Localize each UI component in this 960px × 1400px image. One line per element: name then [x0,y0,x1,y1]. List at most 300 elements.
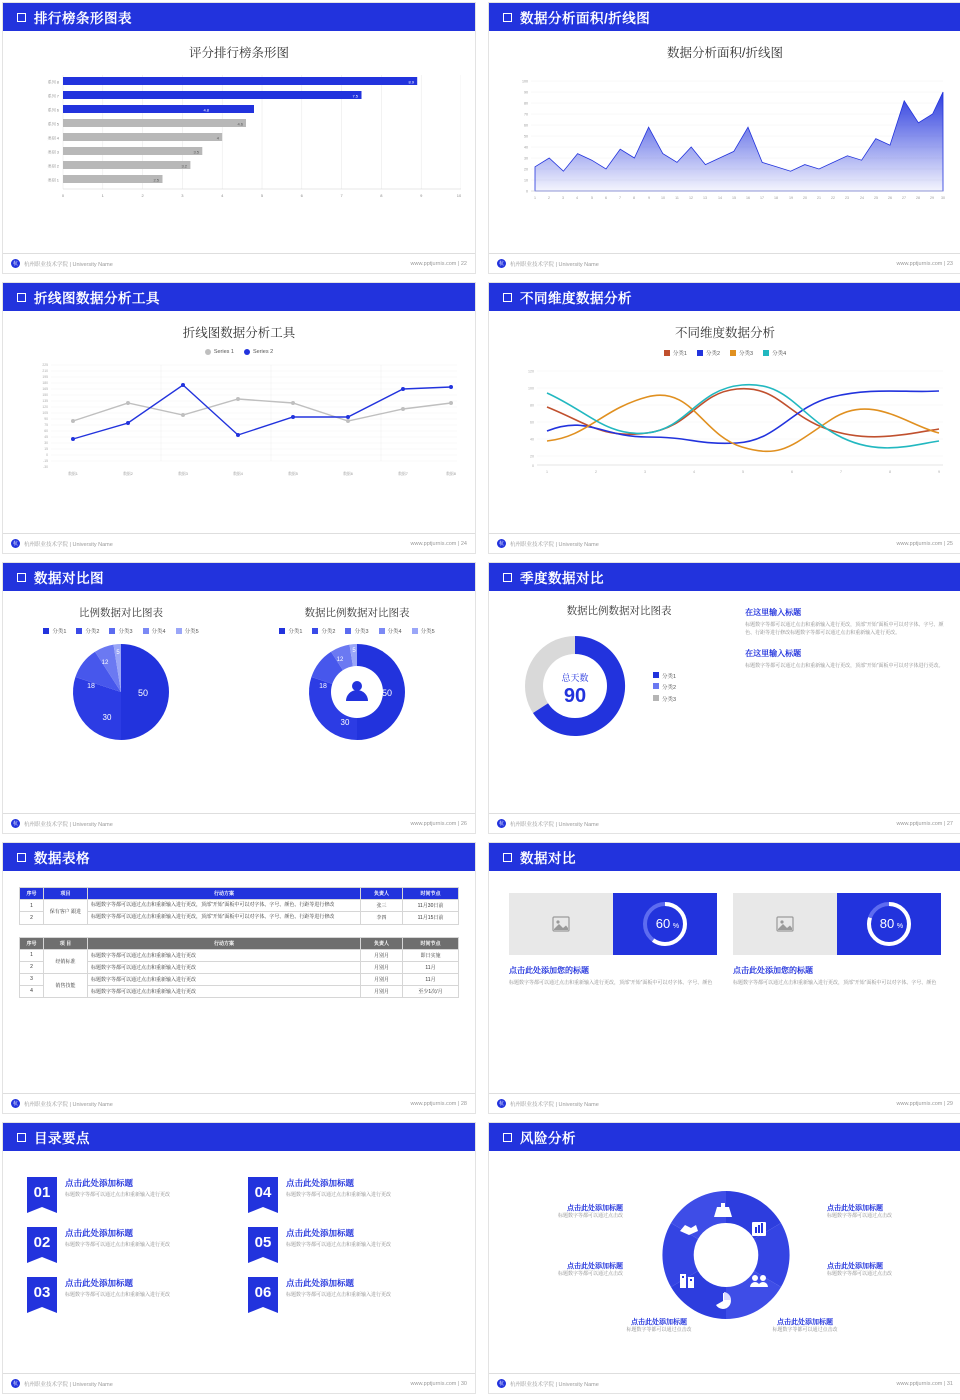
slide-toc[interactable] [2,1122,476,1394]
svg-text:数据3: 数据3 [178,472,188,477]
page-number: 31 [946,1380,953,1387]
text-body: 标题数字等都可以通过点击和重新输入进行更改，顶部“开始”面板中可以对字体进行更改。 [745,662,944,669]
percent-unit: % [896,923,904,930]
pie-chart [21,637,221,747]
toc-title: 点击此处添加标题 [286,1178,355,1188]
svg-text:165: 165 [42,387,48,392]
slide-body [489,1151,960,1373]
risk-label-left-bottom[interactable]: 点击此处添加标题 标题数字等都可以通过点击改 [557,1263,623,1277]
svg-text:195: 195 [42,375,48,380]
svg-text:4.8: 4.8 [203,107,209,113]
svg-text:类别 4: 类别 4 [47,135,59,141]
svg-text:30: 30 [44,441,48,446]
chart-legend [3,349,475,355]
svg-text:23: 23 [845,196,849,200]
page-number: 25 [946,540,953,547]
slide-quarterly-compare[interactable] [488,562,960,834]
svg-text:3: 3 [562,196,564,200]
svg-text:14: 14 [718,196,722,200]
svg-text:12: 12 [689,196,693,200]
slide-header [489,563,960,591]
page-number: 27 [946,820,953,827]
svg-text:30: 30 [524,156,528,161]
legend-item: Series 2 [244,349,273,355]
svg-text:数据7: 数据7 [398,472,408,477]
doughnut-total-days [503,624,653,754]
svg-text:105: 105 [42,411,48,416]
slide-footer: 杭 杭州职业技术学院 | University Name www.pptjurnis.com | 31 [489,1373,960,1393]
toc-item-04[interactable] [248,1177,451,1207]
slide-footer: 杭 杭州职业技术学院 | University Name www.pptjurnis.com | 28 [3,1093,475,1113]
toc-body: 标题数字等都可以通过点击和重新输入进行更改 [286,1192,392,1198]
legend-item: 分类2 [312,627,335,635]
slide-header-title: 数据对比 [520,851,576,866]
legend-item: 分类1 [43,627,66,635]
svg-text:18: 18 [87,683,95,690]
svg-text:20: 20 [803,196,807,200]
chart-legend [239,627,475,635]
svg-text:80: 80 [524,101,528,106]
chart-title: 比例数据对比图表 [79,607,163,619]
svg-text:13: 13 [703,196,707,200]
school-logo-icon: 杭 [498,541,504,547]
toc-title: 点击此处添加标题 [65,1228,134,1238]
chart-icon [752,1222,766,1236]
table-row: 3 销售技能 标题数字等都可以通过点击和重新输入进行更改 月别月 11月 [20,973,459,985]
square-icon [503,13,512,22]
legend-item: 分类4 [763,349,786,357]
svg-text:21: 21 [817,196,821,200]
svg-text:0: 0 [61,193,65,198]
svg-text:120: 120 [528,369,534,374]
slide-footer: 杭 杭州职业技术学院 | University Name www.pptjurnis.com | 30 [3,1373,475,1393]
svg-text:210: 210 [42,369,48,374]
svg-text:12: 12 [101,660,109,666]
doughnut-chart [257,637,457,747]
svg-text:90: 90 [44,417,48,422]
footer-right: www.pptjurnis.com [410,820,457,827]
footer-right: www.pptjurnis.com [896,1100,943,1107]
svg-text:19: 19 [789,196,793,200]
footer-left: 杭州职业技术学院 | University Name [24,1101,113,1108]
svg-text:100: 100 [528,386,534,391]
legend-item: 分类2 [697,349,720,357]
square-icon [503,853,512,862]
square-icon [17,13,26,22]
svg-text:30: 30 [941,196,945,200]
svg-text:9: 9 [938,470,940,474]
svg-text:24: 24 [860,196,864,200]
center-label: 总天数 [561,673,589,683]
svg-text:100: 100 [522,79,528,84]
percent-unit: % [672,923,680,930]
svg-text:4: 4 [576,196,578,200]
footer-right: www.pptjurnis.com [410,1380,457,1387]
toc-title: 点击此处添加标题 [286,1278,355,1288]
center-value: 90 [563,685,587,707]
svg-text:9: 9 [420,193,423,198]
toc-item-01[interactable] [27,1177,230,1207]
footer-right: www.pptjurnis.com [896,260,943,267]
page-number: 23 [946,260,953,267]
svg-text:18: 18 [774,196,778,200]
bar-chart [21,71,461,211]
slide-multi-dimension[interactable] [488,282,960,554]
slide-header [489,843,960,871]
footer-left: 杭州职业技术学院 | University Name [510,1381,599,1388]
slide-header [489,283,960,311]
square-icon [17,573,26,582]
table-row: 2 标题数字等都可以通过点击和重新输入进行更改，顶部“开始”面板中可以对字体、字号、颜色、行距等进行修改 李四 11月15日前 [20,912,459,924]
school-logo-icon: 杭 [12,261,18,267]
percent-ring [862,897,916,951]
svg-text:3: 3 [181,193,184,198]
toc-number: 02 [27,1227,57,1257]
svg-text:数据1: 数据1 [68,472,78,477]
slide-header [3,1123,475,1151]
risk-label-bottom-right[interactable]: 点击此处添加标题 标题数字等都可以通过点击改 [772,1319,838,1333]
svg-text:17: 17 [760,196,764,200]
slide-body [3,887,475,1109]
multi-line-chart [507,363,947,483]
table-primary[interactable] [19,887,459,925]
svg-text:7.5: 7.5 [352,93,358,99]
slide-header-title: 数据分析面积/折线图 [520,11,651,26]
slide-area-chart[interactable] [488,2,960,274]
percent-value: 60 [655,916,671,931]
svg-text:15: 15 [732,196,736,200]
svg-text:12: 12 [336,657,344,663]
svg-text:7: 7 [840,470,842,474]
slide-header [3,283,475,311]
toc-body: 标题数字等都可以通过点击和重新输入进行更改 [65,1242,171,1248]
footer-left: 杭州职业技术学院 | University Name [510,821,599,828]
percent-ring-wrap [613,893,717,955]
table-row: 1 保有客户 跟进 标题数字等都可以通过点击和重新输入进行更改，顶部“开始”面板中可以对字体、字号、颜色、行距等进行修改 张三 11月30日前 [20,900,459,912]
slide-body [489,591,960,813]
slide-risk-analysis[interactable] [488,1122,960,1394]
svg-text:60: 60 [44,429,48,434]
legend-item: 分类1 [653,672,676,684]
svg-text:5: 5 [742,470,744,474]
slide-body [489,871,960,1093]
percent-ring [638,897,692,951]
card-body: 标题数字等都可以通过点击和重新输入进行更改，顶部“开始”面板中可以对字体、字号、颜色 [509,980,713,986]
footer-right: www.pptjurnis.com [896,540,943,547]
svg-text:225: 225 [42,363,48,368]
slide-body [489,311,960,533]
svg-text:4: 4 [221,193,224,198]
page-number: 28 [460,1100,467,1107]
line-chart [21,359,461,479]
svg-text:4.6: 4.6 [237,121,243,127]
svg-text:2.5: 2.5 [153,177,159,183]
legend-item: 分类3 [109,627,132,635]
text-block [745,603,947,754]
footer-left: 杭州职业技术学院 | University Name [24,1381,113,1388]
footer-left: 杭州职业技术学院 | University Name [24,541,113,548]
legend-item: 分类2 [76,627,99,635]
svg-text:10: 10 [661,196,665,200]
svg-text:27: 27 [902,196,906,200]
svg-text:20: 20 [524,167,528,172]
svg-text:28: 28 [916,196,920,200]
svg-text:0: 0 [46,453,48,458]
svg-text:6: 6 [791,470,793,474]
legend-item: 分类3 [345,627,368,635]
slide-footer: 杭 杭州职业技术学院 | University Name www.pptjurnis.com | 25 [489,533,960,553]
svg-text:50: 50 [524,134,528,139]
slide-header-title: 目录要点 [34,1131,90,1146]
footer-right: www.pptjurnis.com [410,540,457,547]
svg-text:40: 40 [530,437,534,442]
footer-right: www.pptjurnis.com [896,1380,943,1387]
risk-label-bottom-left[interactable]: 点击此处添加标题 标题数字等都可以通过点击改 [626,1319,692,1333]
svg-text:15: 15 [44,447,48,452]
pinwheel-diagram [489,1151,960,1351]
svg-text:8.9: 8.9 [408,79,414,85]
chart-title: 数据比例数据对比图表 [566,605,672,617]
toc-item-02[interactable] [27,1227,230,1257]
slide-footer: 杭 杭州职业技术学院 | University Name www.pptjurnis.com | 27 [489,813,960,833]
chart-title: 评分排行榜条形图 [188,46,289,60]
svg-text:50: 50 [137,688,149,698]
slide-header [489,3,960,31]
slide-header-title: 数据表格 [34,851,90,866]
pie-block-right [239,605,475,747]
footer-left: 杭州职业技术学院 | University Name [510,541,599,548]
chart-legend [653,672,676,707]
slide-percentage-compare[interactable] [488,842,960,1114]
toc-number: 03 [27,1277,57,1307]
toc-item-05[interactable] [248,1227,451,1257]
legend-item: 分类5 [412,627,435,635]
percent-card [733,893,941,988]
table-secondary[interactable] [19,937,459,998]
text-title: 在这里输入标题 [745,608,802,617]
toc-number: 06 [248,1277,278,1307]
svg-text:7: 7 [340,193,343,198]
svg-text:3.5: 3.5 [193,149,199,155]
slide-body [3,591,475,813]
page-number: 29 [946,1100,953,1107]
percent-value: 80 [879,916,895,931]
svg-text:5: 5 [116,650,120,656]
slide-body [3,311,475,533]
svg-text:11: 11 [675,196,679,200]
svg-text:10: 10 [456,193,461,198]
svg-text:120: 120 [42,405,48,410]
svg-text:2: 2 [141,193,144,198]
svg-text:25: 25 [874,196,878,200]
svg-text:8: 8 [633,196,635,200]
legend-item: 分类1 [664,349,687,357]
svg-text:系列 7: 系列 7 [47,93,59,99]
image-icon [776,916,794,932]
text-body: 标题数字等都可以通过点击和重新输入进行更改，顶部“开始”面板中可以对字体、字号、颜色、行距等进行修改标题数字等都可以通过点击和重新输入进行更改。 [745,622,944,636]
legend-item: 分类4 [143,627,166,635]
svg-text:70: 70 [524,112,528,117]
percent-card [509,893,717,988]
legend-item: 分类1 [279,627,302,635]
svg-text:75: 75 [44,423,48,428]
svg-text:29: 29 [930,196,934,200]
image-icon [552,916,570,932]
svg-text:6: 6 [300,193,303,198]
footer-left: 杭州职业技术学院 | University Name [510,1101,599,1108]
svg-text:60: 60 [524,123,528,128]
svg-text:6: 6 [605,196,607,200]
square-icon [17,853,26,862]
area-chart [507,73,947,213]
image-placeholder[interactable] [509,893,613,955]
svg-text:18: 18 [319,683,327,690]
svg-text:20: 20 [530,454,534,459]
legend-item: Series 1 [205,349,234,355]
footer-left: 杭州职业技术学院 | University Name [510,261,599,268]
svg-text:2: 2 [548,196,550,200]
table-row: 2 标题数字等都可以通过点击和重新输入进行更改 月别月 11月 [20,961,459,973]
table-header-row: 序号 项目 行动方案 负责人 时间节点 [20,888,459,900]
toc-number: 01 [27,1177,57,1207]
svg-text:类别 2: 类别 2 [47,163,59,169]
slide-footer: 杭 杭州职业技术学院 | University Name www.pptjurnis.com | 22 [3,253,475,273]
slide-body [3,1151,475,1373]
svg-text:40: 40 [524,145,528,150]
table-header-row: 序号 项 目 行动方案 负责人 时间节点 [20,937,459,949]
svg-text:26: 26 [888,196,892,200]
square-icon [503,573,512,582]
chart-legend [489,349,960,357]
svg-text:80: 80 [530,403,534,408]
school-logo-icon: 杭 [498,1381,504,1387]
risk-label-right-bottom[interactable]: 点击此处添加标题 标题数字等都可以通过点击改 [827,1263,893,1277]
slide-body [3,31,475,253]
school-logo-icon: 杭 [498,261,504,267]
slide-footer: 杭 杭州职业技术学院 | University Name www.pptjurnis.com | 29 [489,1093,960,1113]
svg-text:5: 5 [591,196,593,200]
legend-item: 分类2 [653,683,676,695]
image-placeholder[interactable] [733,893,837,955]
toc-body: 标题数字等都可以通过点击和重新输入进行更改 [286,1242,392,1248]
svg-text:5: 5 [260,193,264,198]
text-title: 在这里输入标题 [745,648,802,658]
svg-text:数据4: 数据4 [233,472,243,477]
svg-text:0: 0 [532,464,534,468]
slide-data-tables[interactable] [2,842,476,1114]
school-logo-icon: 杭 [12,821,18,827]
svg-text:数据8: 数据8 [446,472,456,477]
svg-text:1: 1 [101,193,104,198]
toc-body: 标题数字等都可以通过点击和重新输入进行更改 [65,1292,171,1298]
risk-label-right-top[interactable]: 点击此处添加标题 标题数字等都可以通过点击改 [827,1205,893,1219]
svg-text:30: 30 [340,718,350,727]
chart-title: 数据比例数据对比图表 [304,607,410,619]
slide-header [3,843,475,871]
slide-body [489,31,960,253]
slide-data-compare-pies[interactable] [2,562,476,834]
slide-ranking-bar[interactable] [2,2,476,274]
svg-text:22: 22 [831,196,835,200]
svg-text:10: 10 [524,178,528,183]
svg-text:9: 9 [648,196,650,200]
svg-text:7: 7 [619,196,621,200]
slide-header-title: 折线图数据分析工具 [34,291,160,306]
svg-text:8: 8 [889,470,891,474]
svg-text:数据2: 数据2 [123,472,133,477]
svg-text:50: 50 [381,688,393,698]
slide-footer: 杭 杭州职业技术学院 | University Name www.pptjurnis.com | 26 [3,813,475,833]
toc-title: 点击此处添加标题 [65,1178,134,1188]
percent-ring-wrap [837,893,941,955]
slide-line-tool[interactable] [2,282,476,554]
slide-header-title: 风险分析 [520,1131,576,1146]
square-icon [503,1133,512,1142]
table-row: 1 经销标准 标题数字等都可以通过点击和重新输入进行更改 月别月 即日实施 [20,949,459,961]
legend-item: 分类3 [653,695,676,707]
school-logo-icon: 杭 [12,1381,18,1387]
school-logo-icon: 杭 [12,1101,18,1107]
slide-footer: 杭 杭州职业技术学院 | University Name www.pptjurnis.com | 23 [489,253,960,273]
svg-text:系列 6: 系列 6 [47,107,59,113]
svg-text:0: 0 [526,189,528,194]
toc-number: 04 [248,1177,278,1207]
chart-title: 不同维度数据分析 [674,326,775,340]
page-number: 22 [460,260,467,267]
svg-text:3: 3 [644,470,646,474]
footer-right: www.pptjurnis.com [410,260,457,267]
card-title: 点击此处添加您的标题 [509,966,589,975]
svg-text:类别 1: 类别 1 [47,177,59,183]
svg-text:90: 90 [524,90,528,95]
footer-left: 杭州职业技术学院 | University Name [24,821,113,828]
svg-text:类别 3: 类别 3 [47,149,59,155]
school-logo-icon: 杭 [498,821,504,827]
toc-number: 05 [248,1227,278,1257]
footer-right: www.pptjurnis.com [410,1100,457,1107]
svg-text:系列 8: 系列 8 [47,79,59,85]
card-body: 标题数字等都可以通过点击和重新输入进行更改，顶部“开始”面板中可以对字体、字号、颜色 [733,980,937,986]
chart-title: 数据分析面积/折线图 [667,46,783,60]
legend-item: 分类3 [730,349,753,357]
card-title: 点击此处添加您的标题 [733,966,813,975]
page-number: 24 [460,540,467,547]
svg-text:系列 5: 系列 5 [47,121,59,127]
svg-text:数据5: 数据5 [288,472,298,477]
toc-item-06[interactable] [248,1277,451,1307]
slide-header [489,1123,960,1151]
slide-header-title: 季度数据对比 [520,571,604,586]
svg-text:180: 180 [42,381,48,386]
square-icon [17,1133,26,1142]
svg-text:30: 30 [102,713,112,722]
toc-body: 标题数字等都可以通过点击和重新输入进行更改 [65,1192,171,1198]
risk-label-left-top[interactable]: 点击此处添加标题 标题数字等都可以通过点击改 [557,1205,623,1219]
toc-title: 点击此处添加标题 [286,1228,355,1238]
svg-text:5: 5 [352,648,356,654]
pie-block-left [3,605,239,747]
footer-right: www.pptjurnis.com [896,820,943,827]
toc-item-03[interactable] [27,1277,230,1307]
slide-header-title: 数据对比图 [34,571,104,586]
toc-body: 标题数字等都可以通过点击和重新输入进行更改 [286,1292,392,1298]
table-row: 4 标题数字等都可以通过点击和重新输入进行更改 月别月 至少1次/月 [20,985,459,997]
slide-header [3,563,475,591]
page-number: 26 [460,820,467,827]
slide-header [3,3,475,31]
legend-item: 分类4 [379,627,402,635]
svg-text:4: 4 [216,135,219,141]
